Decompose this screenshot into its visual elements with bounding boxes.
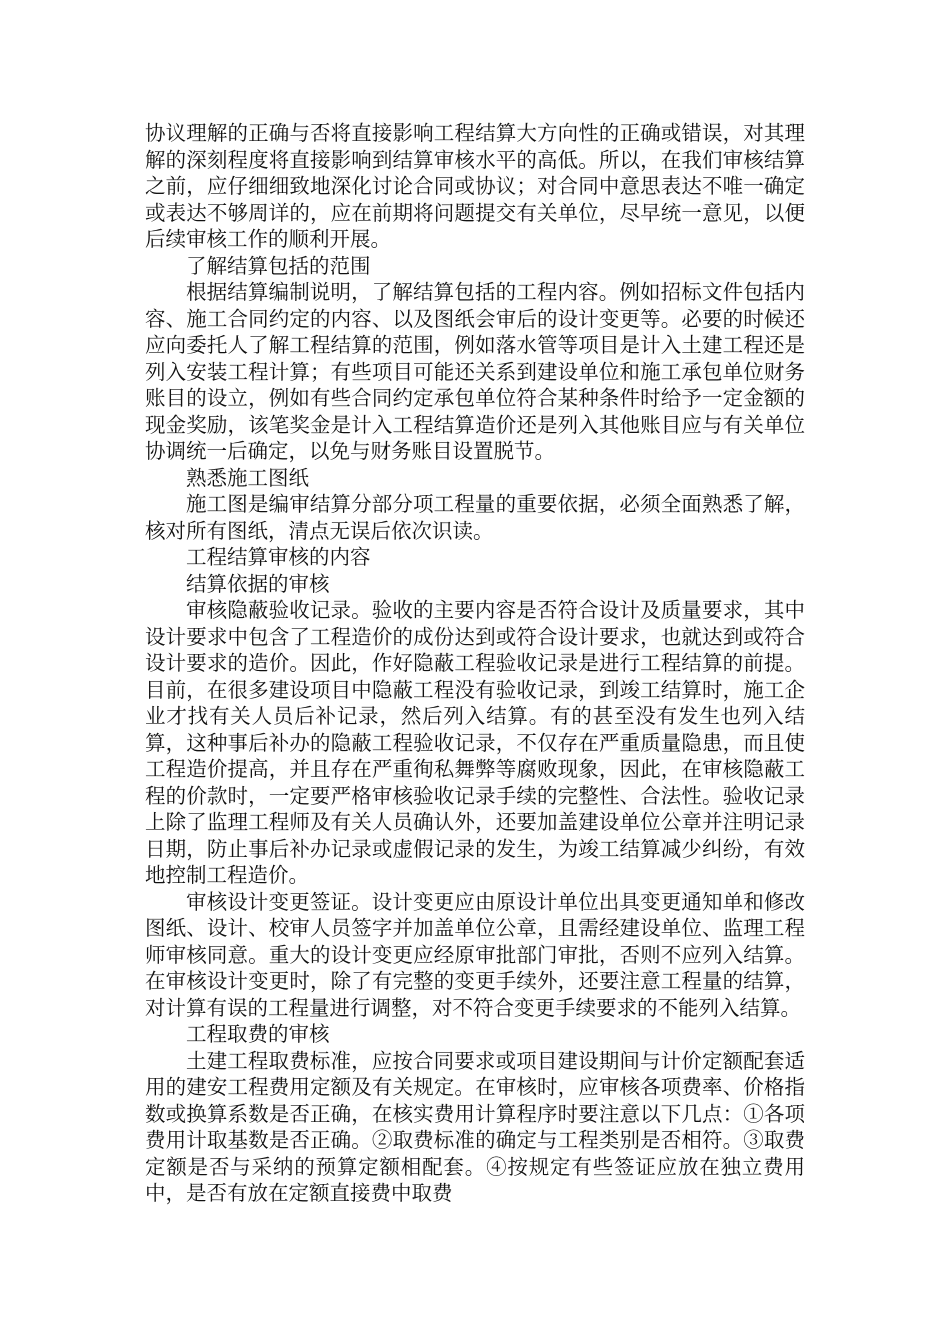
paragraph-design-change: 审核设计变更签证。设计变更应由原设计单位出具变更通知单和修改图纸、设计、校审人员签字并加盖单位公章，且需经建设单位、监理工程师审核同意。重大的设计变更应经原审批部门审批，否则不应列入结算。在审核设计变更时，除了有完整的变更手续外，还要注意工程量的结算，对计算有误的工程量进行调整，对不符合变更手续要求的不能列入结算。	[145, 889, 805, 1020]
heading-audit-content: 工程结算审核的内容	[186, 545, 371, 569]
paragraph-concealed-acceptance: 审核隐蔽验收记录。验收的主要内容是否符合设计及质量要求，其中设计要求中包含了工程造价的成份达到或符合设计要求，也就达到或符合设计要求的造价。因此，作好隐蔽工程验收记录是进行工程结算的前提。目前，在很多建设项目中隐蔽工程没有验收记录，到竣工结算时，施工企业才找有关人员后补记录，然后列入结算。有的甚至没有发生也列入结算，这种事后补办的隐蔽工程验收记录，不仅存在严重质量隐患，而且使工程造价提高，并且存在严重徇私舞弊等腐败现象，因此，在审核隐蔽工程的价款时，一定要严格审核验收记录手续的完整性、合法性。验收记录上除了监理工程师及有关人员确认外，还要加盖建设单位公章并注明记录日期，防止事后补办记录或虚假记录的发生，为竣工结算减少纠纷，有效地控制工程造价。	[145, 598, 805, 887]
paragraph-contract-understanding: 协议理解的正确与否将直接影响工程结算大方向性的正确或错误，对其理解的深刻程度将直接影响到结算审核水平的高低。所以，在我们审核结算之前，应仔细细致地深化讨论合同或协议；对合同中意思表达不唯一确定或表达不够周详的，应在前期将问题提交有关单位，尽早统一意见，以便后续审核工作的顺利开展。	[145, 121, 805, 251]
paragraph-settlement-scope: 根据结算编制说明，了解结算包括的工程内容。例如招标文件包括内容、施工合同约定的内容、以及图纸会审后的设计变更等。必要的时候还应向委托人了解工程结算的范围，例如落水管等项目是计入土建工程还是列入安装工程计算；有些项目可能还关系到建设单位和施工承包单位财务账目的设立，例如有些合同约定承包单位符合某种条件时给予一定金额的现金奖励，该笔奖金是计入工程结算造价还是列入其他账目应与有关单位协调统一后确定，以免与财务账目设置脱节。	[145, 280, 805, 463]
heading-basis-audit: 结算依据的审核	[186, 571, 330, 596]
heading-settlement-scope: 了解结算包括的范围	[186, 253, 371, 278]
document-page	[145, 120, 805, 1207]
paragraph-drawings: 施工图是编审结算分部分项工程量的重要依据，必须全面熟悉了解，核对所有图纸，清点无误后依次识读。	[145, 492, 805, 543]
paragraph-fee-standard: 土建工程取费标准，应按合同要求或项目建设期间与计价定额配套适用的建安工程费用定额及有关规定。在审核时，应审核各项费率、价格指数或换算系数是否正确，在核实费用计算程序时要注意以下几点：①各项费用计取基数是否正确。②取费标准的确定与工程类别是否相符。③取费定额是否与采纳的预算定额相配套。④按规定有些签证应放在独立费用中，是否有放在定额直接费中取费	[145, 1048, 805, 1205]
heading-fee-audit: 工程取费的审核	[186, 1022, 330, 1046]
heading-drawings: 熟悉施工图纸	[186, 465, 309, 490]
